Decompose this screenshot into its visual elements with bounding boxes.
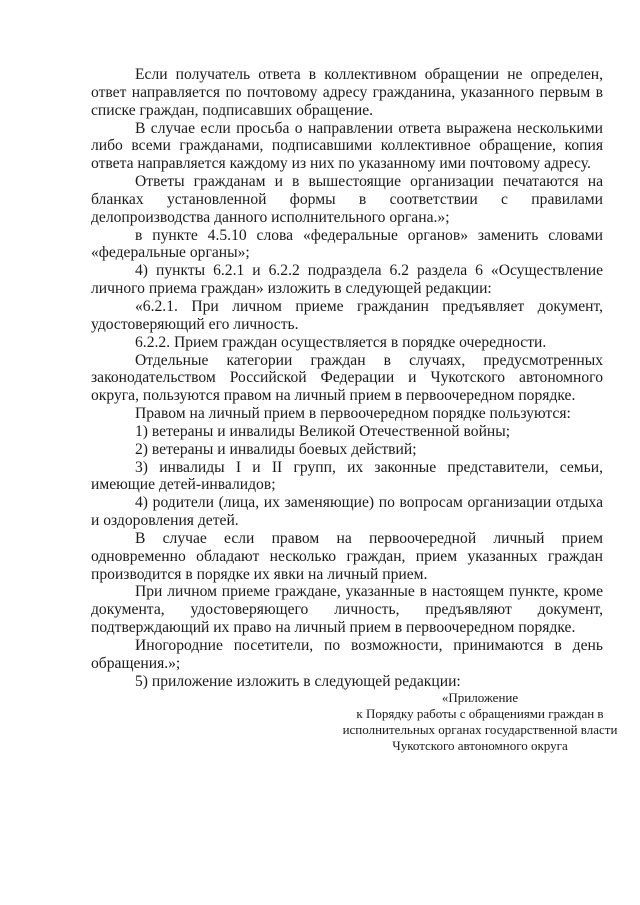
list-item-1: 1) ветераны и инвалиды Великой Отечественной войны; xyxy=(135,422,511,440)
appendix-line-1: «Приложение xyxy=(441,690,519,705)
appendix-line-4: Чукотского автономного округа xyxy=(392,738,568,753)
paragraph-documents: При личном приеме граждане, указанные в настоящем пункте, кроме документа, удостоверяющего личность, предъявляют документ, подтверждающий их право на личный прием в первоочередном порядке. xyxy=(91,583,603,637)
paragraph-item-4: 4) пункты 6.2.1 и 6.2.2 подраздела 6.2 раздела 6 «Осуществление личного приема граждан» изложить в следующей редакции: xyxy=(91,262,603,298)
paragraph-point-4-5-10: в пункте 4.5.10 слова «федеральные органов» заменить словами «федеральные органы»; xyxy=(91,226,603,262)
appendix-line-2: к Порядку работы с обращениями граждан в xyxy=(356,706,604,721)
list-item-2: 2) ветераны и инвалиды боевых действий; xyxy=(135,440,417,458)
document-body xyxy=(91,66,603,691)
paragraph-nonresident: Иногородние посетители, по возможности, принимаются в день обращения.»; xyxy=(91,637,603,672)
appendix-line-3: исполнительных органах государственной власти xyxy=(342,722,618,737)
paragraph-collective-recipient: Если получатель ответа в коллективном обращении не определен, ответ направляется по почтовому адресу гражданина, указанного первым в списке граждан, подписавших обращение. xyxy=(91,66,603,119)
paragraph-6-2-1: «6.2.1. При личном приеме гражданин предъявляет документ, удостоверяющий его личность. xyxy=(91,297,603,333)
document-page xyxy=(91,66,603,691)
paragraph-item-5: 5) приложение изложить в следующей редакции: xyxy=(135,672,461,690)
paragraph-answer-forms: Ответы гражданам и в вышестоящие организации печатаются на бланках установленной формы в соответствии с правилами делопроизводства данного исполнительного органа.»; xyxy=(91,173,603,226)
paragraph-6-2-2: 6.2.2. Прием граждан осуществляется в порядке очередности. xyxy=(135,333,547,351)
list-item-4: 4) родители (лица, их заменяющие) по вопросам организации отдыха и оздоровления детей. xyxy=(91,494,603,530)
appendix-header xyxy=(330,690,630,754)
paragraph-simultaneous: В случае если правом на первоочередной личный прием одновременно обладают несколько граждан, прием указанных граждан производится в порядке их явки на личный прием. xyxy=(91,529,603,583)
paragraph-multiple-requesters: В случае если просьба о направлении ответа выражена несколькими либо всеми гражданами, подписавшими коллективное обращение, копия ответа направляется каждому из них по указанному ими почтовому адресу. xyxy=(91,119,603,173)
paragraph-categories: Отдельные категории граждан в случаях, предусмотренных законодательством Российской Федерации и Чукотского автономного округа, пользуются правом на личный прием в первоочередном порядке. xyxy=(91,351,603,405)
list-item-3: 3) инвалиды I и II групп, их законные представители, семьи, имеющие детей-инвалидов; xyxy=(91,458,603,494)
paragraph-priority-right: Правом на личный прием в первоочередном порядке пользуются: xyxy=(135,405,571,423)
